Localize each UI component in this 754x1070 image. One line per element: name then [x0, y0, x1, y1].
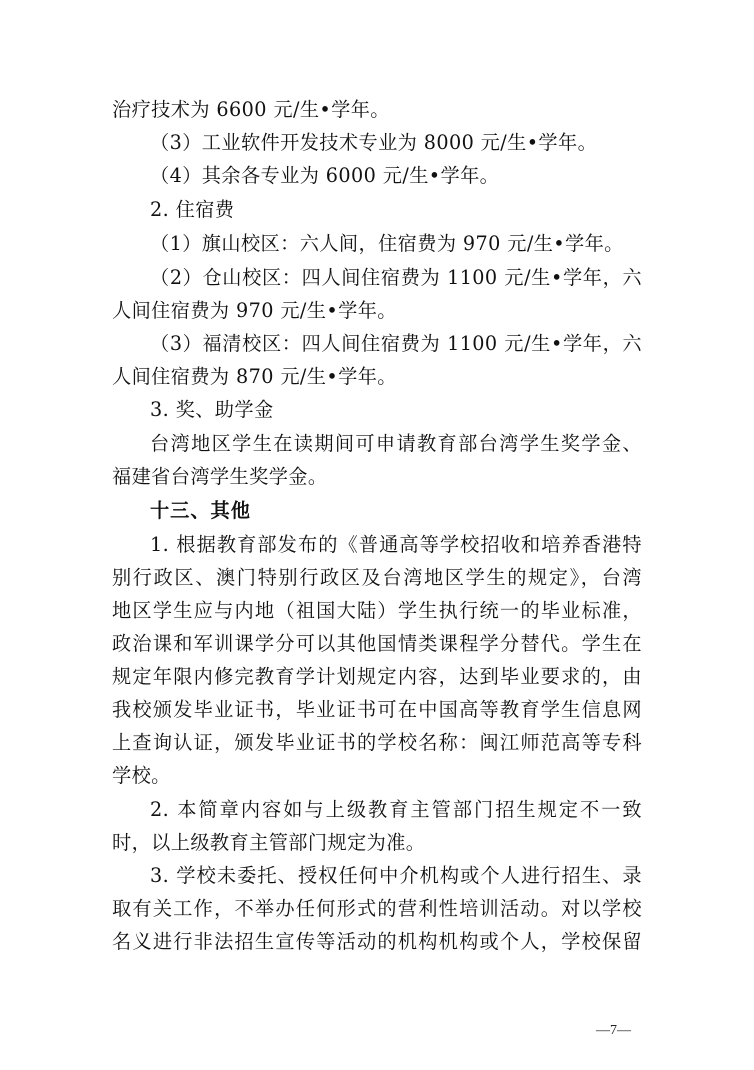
text-line-8: （3）福清校区：四人间住宿费为 1100 元/生•学年，六: [150, 332, 642, 355]
text-line-11: 台湾地区学生在读期间可申请教育部台湾学生奖学金、: [150, 432, 642, 455]
text-line-7: 人间住宿费为 970 元/生•学年。: [112, 299, 397, 322]
section-heading-scholarship: 3. 奖、助学金: [150, 398, 274, 421]
text-line-21: 学校。: [112, 764, 171, 787]
text-line-14: 1. 根据教育部发布的《普通高等学校招收和培养香港特: [150, 533, 642, 556]
text-line-15: 别行政区、澳门特别行政区及台湾地区学生的规定》，台湾: [112, 566, 642, 589]
text-line-5: （1）旗山校区：六人间，住宿费为 970 元/生•学年。: [150, 232, 624, 255]
text-line-19: 我校颁发毕业证书，毕业证书可在中国高等教育学生信息网: [112, 698, 642, 721]
text-line-17: 政治课和军训课学分可以其他国情类课程学分替代。学生在: [112, 632, 642, 655]
text-line-18: 规定年限内修完教育学计划规定内容，达到毕业要求的，由: [112, 665, 642, 688]
text-line-9: 人间住宿费为 870 元/生•学年。: [112, 365, 397, 388]
section-heading-other: 十三、其他: [150, 499, 251, 522]
text-line-25: 取有关工作，不举办任何形式的营利性培训活动。对以学校: [112, 897, 642, 920]
text-line-16: 地区学生应与内地（祖国大陆）学生执行统一的毕业标准，: [112, 599, 642, 622]
page-number: —7—: [596, 1023, 631, 1038]
text-line-2: （3）工业软件开发技术专业为 8000 元/生•学年。: [150, 131, 598, 154]
text-line-24: 3. 学校未委托、授权任何中介机构或个人进行招生、录: [150, 864, 642, 887]
text-line-1: 治疗技术为 6600 元/生•学年。: [112, 98, 390, 121]
text-line-22: 2. 本简章内容如与上级教育主管部门招生规定不一致: [150, 798, 642, 821]
section-heading-accommodation: 2. 住宿费: [150, 198, 235, 221]
text-line-6: （2）仓山校区：四人间住宿费为 1100 元/生•学年，六: [150, 266, 642, 289]
text-line-3: （4）其余各专业为 6000 元/生•学年。: [150, 164, 500, 187]
text-line-20: 上查询认证，颁发毕业证书的学校名称：闽江师范高等专科: [112, 731, 642, 754]
text-line-26: 名义进行非法招生宣传等活动的机构机构或个人，学校保留: [112, 930, 642, 953]
text-line-23: 时，以上级教育主管部门规定为准。: [112, 831, 426, 854]
text-line-12: 福建省台湾学生奖学金。: [112, 465, 328, 488]
